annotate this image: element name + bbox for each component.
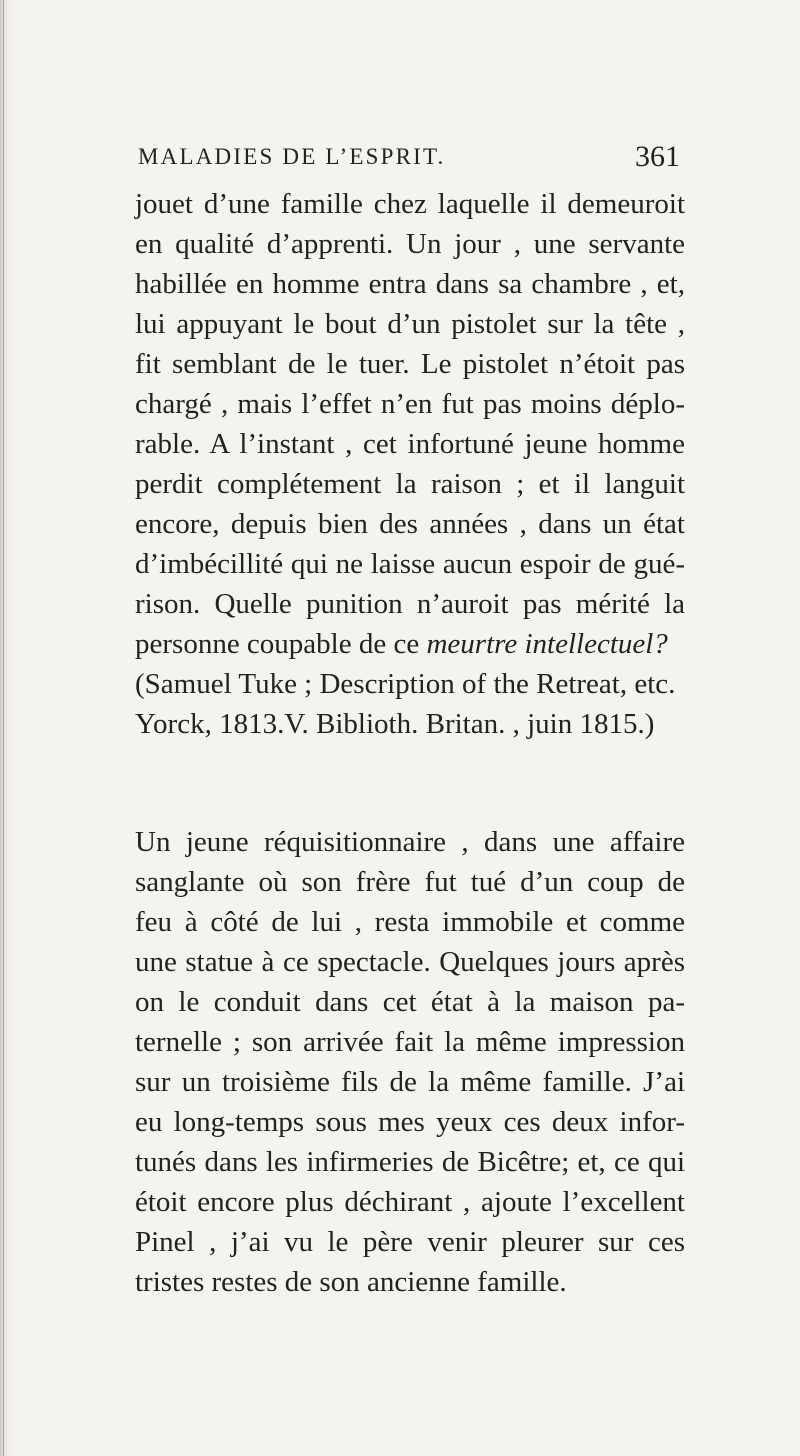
text-line: encore, depuis bien des années , dans un état (135, 508, 685, 540)
text-line: en qualité d’apprenti. Un jour , une servante (135, 228, 685, 260)
text-line: ternelle ; son arrivée fait la même impression (135, 1026, 685, 1058)
text-line: sur un troisième fils de la même famille. J’ai (135, 1066, 685, 1098)
text-line: feu à côté de lui , resta immobile et comme (135, 906, 685, 938)
text-line: eu long-temps sous mes yeux ces deux infor- (135, 1106, 685, 1138)
text-line: une statue à ce spectacle. Quelques jours après (135, 946, 685, 978)
citation-line: Yorck, 1813.V. Biblioth. Britan. , juin 1815.) (135, 708, 655, 740)
running-head (138, 140, 680, 180)
text-line: habillée en homme entra dans sa chambre , et, (135, 268, 685, 300)
text-line: sanglante où son frère fut tué d’un coup de (135, 866, 685, 898)
text-line: d’imbécillité qui ne laisse aucun espoir de gué- (135, 548, 685, 580)
text-line: lui appuyant le bout d’un pistolet sur la tête , (135, 308, 685, 340)
text-line: fit semblant de le tuer. Le pistolet n’étoit pas (135, 348, 685, 380)
page-gutter (0, 0, 14, 1456)
text-line: tunés dans les infirmeries de Bicêtre; et, ce qui (135, 1146, 685, 1178)
binding-edge (3, 0, 4, 1456)
text-line-with-italic (135, 624, 668, 664)
text-line: tristes restes de son ancienne famille. (135, 1266, 567, 1298)
text-line: étoit encore plus déchirant , ajoute l’excellent (135, 1186, 685, 1218)
text-line: rison. Quelle punition n’auroit pas mérité la (135, 588, 685, 620)
running-title: MALADIES DE L’ESPRIT. (138, 144, 446, 169)
italic-phrase: meurtre intellectuel? (426, 628, 668, 660)
citation-line: (Samuel Tuke ; Description of the Retreat, etc. (135, 668, 676, 700)
text-line: Un jeune réquisitionnaire , dans une affaire (135, 826, 685, 858)
text-line: chargé , mais l’effet n’en fut pas moins déplo- (135, 388, 685, 420)
text-line: jouet d’une famille chez laquelle il demeuroit (135, 188, 685, 220)
text-line: Pinel , j’ai vu le père venir pleurer sur ces (135, 1226, 685, 1258)
text-line: rable. A l’instant , cet infortuné jeune homme (135, 428, 685, 460)
text-run: personne coupable de ce (135, 628, 427, 660)
text-line: on le conduit dans cet état à la maison pa- (135, 986, 685, 1018)
page-number: 361 (635, 140, 680, 173)
text-line: perdit complétement la raison ; et il languit (135, 468, 685, 500)
